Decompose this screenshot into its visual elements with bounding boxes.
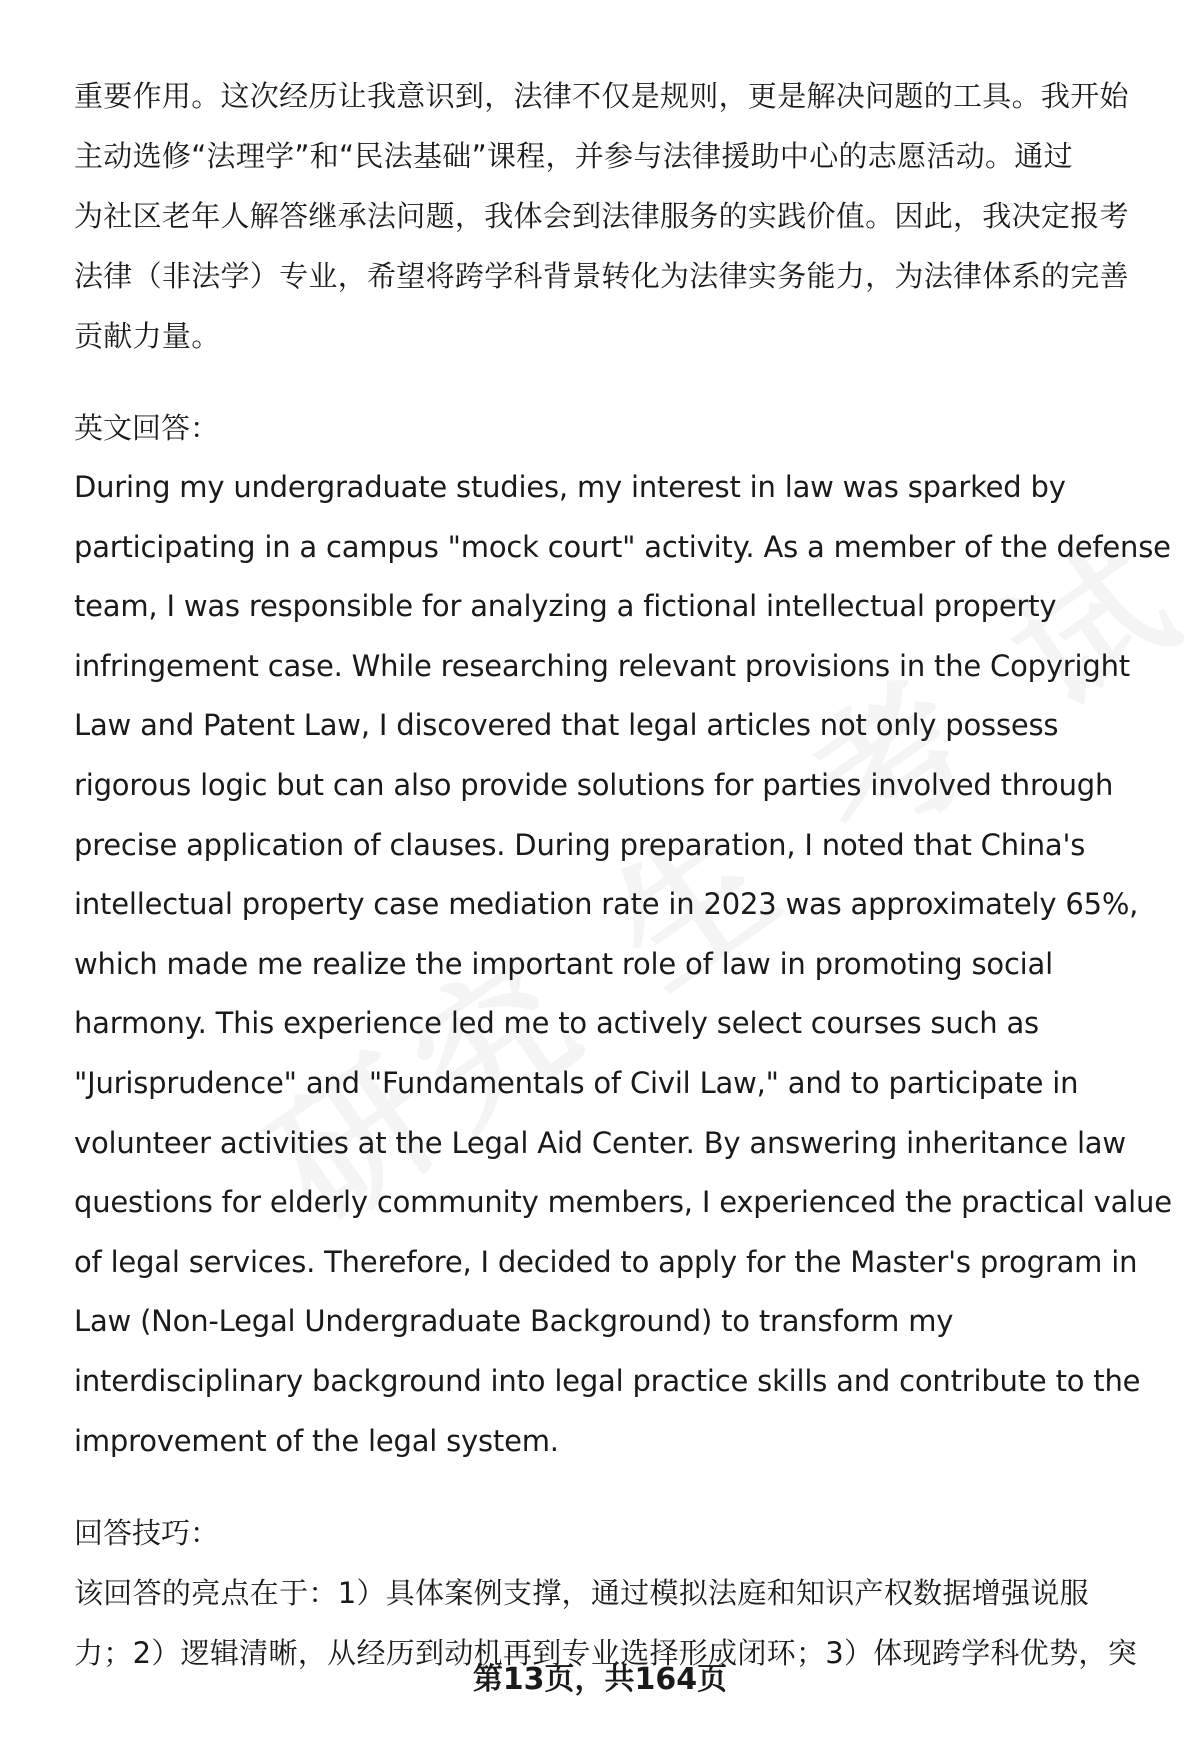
text-line: 为社区老年人解答继承法问题，我体会到法律服务的实践价值。因此，我决定报考 <box>74 199 1129 233</box>
text-line: harmony. This experience led me to actively select courses such as <box>74 1006 1039 1041</box>
text-line: 贡献力量。 <box>74 319 221 353</box>
text-line: 该回答的亮点在于：1）具体案例支撑，通过模拟法庭和知识产权数据增强说服 <box>74 1576 1089 1611</box>
text-line: 力；2）逻辑清晰，从经历到动机再到专业选择形成闭环；3）体现跨学科优势，突 <box>74 1636 1138 1671</box>
page-number-footer: 第13页，共164页 <box>472 1662 728 1697</box>
text-line: which made me realize the important role of law in promoting social <box>74 946 1053 981</box>
answer-tips-heading: 回答技巧： <box>74 1516 220 1551</box>
text-line: Law (Non-Legal Undergraduate Background) to transform my <box>74 1304 954 1339</box>
text-line: participating in a campus "mock court" activity. As a member of the defense <box>74 529 1171 564</box>
text-line: 法律（非法学）专业，希望将跨学科背景转化为法律实务能力，为法律体系的完善 <box>74 259 1129 293</box>
text-line: infringement case. While researching relevant provisions in the Copyright <box>74 648 1130 683</box>
text-line: 主动选修“法理学”和“民法基础”课程，并参与法律援助中心的志愿活动。通过 <box>74 139 1073 173</box>
text-line: Law and Patent Law, I discovered that legal articles not only possess <box>74 708 1059 743</box>
text-line: team, I was responsible for analyzing a fictional intellectual property <box>74 589 1057 624</box>
text-line: "Jurisprudence" and "Fundamentals of Civil Law," and to participate in <box>74 1065 1079 1100</box>
text-line: improvement of the legal system. <box>74 1423 559 1458</box>
intro-paragraph-cn <box>74 66 1174 366</box>
text-line: precise application of clauses. During preparation, I noted that China's <box>74 827 1086 862</box>
text-line: interdisciplinary background into legal practice skills and contribute to the <box>74 1363 1141 1398</box>
english-answer-paragraph <box>74 458 1174 1471</box>
text-line: questions for elderly community members, I experienced the practical value <box>74 1185 1172 1220</box>
text-line: rigorous logic but can also provide solutions for parties involved through <box>74 767 1114 802</box>
text-line: During my undergraduate studies, my interest in law was sparked by <box>74 470 1066 504</box>
document-body <box>74 66 1174 1683</box>
text-line: volunteer activities at the Legal Aid Center. By answering inheritance law <box>74 1125 1126 1160</box>
text-line: 重要作用。这次经历让我意识到，法律不仅是规则，更是解决问题的工具。我开始 <box>74 79 1129 113</box>
text-line: of legal services. Therefore, I decided to apply for the Master's program in <box>74 1244 1138 1279</box>
english-answer-heading: 英文回答： <box>74 411 220 445</box>
text-line: intellectual property case mediation rate in 2023 was approximately 65%, <box>74 887 1139 922</box>
